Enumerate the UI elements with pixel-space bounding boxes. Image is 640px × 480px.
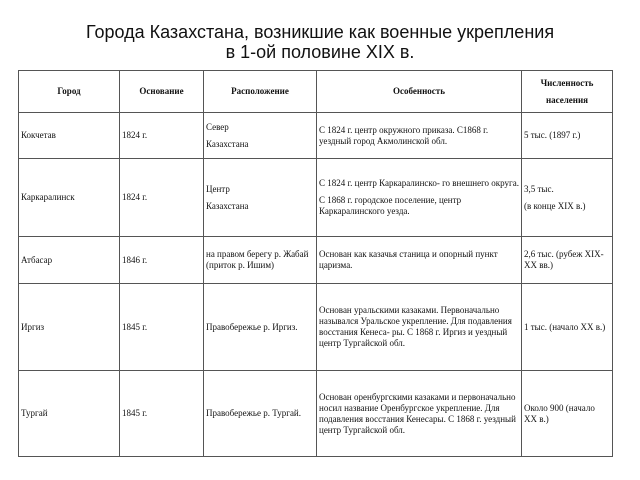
cell-location: [204, 159, 317, 237]
cell-population-text: 1 тыс. (начало XX в.): [524, 321, 606, 332]
header-city: Город: [19, 71, 120, 113]
cell-population: [522, 284, 613, 371]
cell-founded: 1824 г.: [120, 113, 204, 159]
cell-location-line: Правобережье р. Иргиз.: [206, 321, 298, 332]
header-population: [522, 71, 613, 113]
cell-feature: [317, 113, 522, 159]
cell-population: [522, 113, 613, 159]
cell-city: Тургай: [19, 371, 120, 457]
cell-founded: 1845 г.: [120, 284, 204, 371]
cell-population: [522, 371, 613, 457]
cell-location: [204, 113, 317, 159]
header-feature: Особенность: [317, 71, 522, 113]
cell-feature-text: С 1824 г. центр Каркаралинско- го внешнего округа.: [319, 178, 519, 188]
cell-city: Каркаралинск: [19, 159, 120, 237]
header-population-line-1: Численность: [540, 77, 594, 88]
cell-feature-text: Основан как казачья станица и опорный пункт царизма.: [319, 249, 498, 270]
cell-population-text: 3,5 тыс.: [524, 183, 554, 194]
page-title-line-1: Города Казахстана, возникшие как военные укрепления: [85, 22, 555, 42]
cell-city: Атбасар: [19, 237, 120, 284]
cell-population-text: 2,6 тыс. (рубеж XIX-XX вв.): [524, 249, 604, 270]
cell-population-text: 5 тыс. (1897 г.): [524, 130, 581, 140]
cell-population-text: Около 900 (начало XX в.): [524, 402, 595, 424]
page-title-line-2: в 1-ой половине XIX в.: [225, 42, 415, 62]
table-row: [19, 159, 613, 237]
cell-city: Кокчетав: [19, 113, 120, 159]
table-row: [19, 371, 613, 457]
cell-location-line: Правобережье р. Тургай.: [206, 408, 302, 418]
cell-population: [522, 159, 613, 237]
cell-feature-text: Основан оренбургскими казаками и первоначально носил название Оренбургское укрепление. Для подавления восстания Кенесары. С 1868 г. уездный центр Тургайской обл.: [319, 391, 516, 435]
page-title: [0, 22, 640, 62]
table-row: [19, 237, 613, 284]
cell-feature-text: С 1868 г. городское поселение, центр Каркаралинского уезда.: [319, 195, 462, 216]
cell-founded: 1824 г.: [120, 159, 204, 237]
table-header-row: [19, 71, 613, 113]
cell-city: Иргиз: [19, 284, 120, 371]
cell-location-line: Центр: [206, 183, 230, 194]
cell-location-line: Казахстана: [206, 138, 249, 149]
cell-population: [522, 237, 613, 284]
cell-location-line: Север: [206, 121, 229, 132]
cell-founded: 1845 г.: [120, 371, 204, 457]
cell-location-line: Казахстана: [206, 200, 249, 211]
cell-feature-text: Основан уральскими казаками. Первоначально назывался Уральское укрепление. Для подавления восстания Кенеса- ры. С 1868 г. Иргиз и уездный центр Тургайской обл.: [319, 305, 512, 348]
cell-location: [204, 284, 317, 371]
cell-location: [204, 371, 317, 457]
cell-location: [204, 237, 317, 284]
table-row: [19, 113, 613, 159]
cell-founded: 1846 г.: [120, 237, 204, 284]
cell-feature-text: С 1824 г. центр окружного приказа. С1868 г. уездный город Акмолинской обл.: [319, 124, 489, 146]
cell-feature: [317, 159, 522, 237]
header-founded: Основание: [120, 71, 204, 113]
header-population-line-2: населения: [545, 94, 589, 105]
cell-feature: [317, 371, 522, 457]
cities-table: [18, 70, 613, 457]
header-location: Расположение: [204, 71, 317, 113]
cell-feature: [317, 284, 522, 371]
cell-location-line: на правом берегу р. Жабай (приток р. Ишим): [206, 249, 309, 270]
cell-feature: [317, 237, 522, 284]
table-row: [19, 284, 613, 371]
cell-population-text: (в конце XIX в.): [524, 200, 586, 211]
